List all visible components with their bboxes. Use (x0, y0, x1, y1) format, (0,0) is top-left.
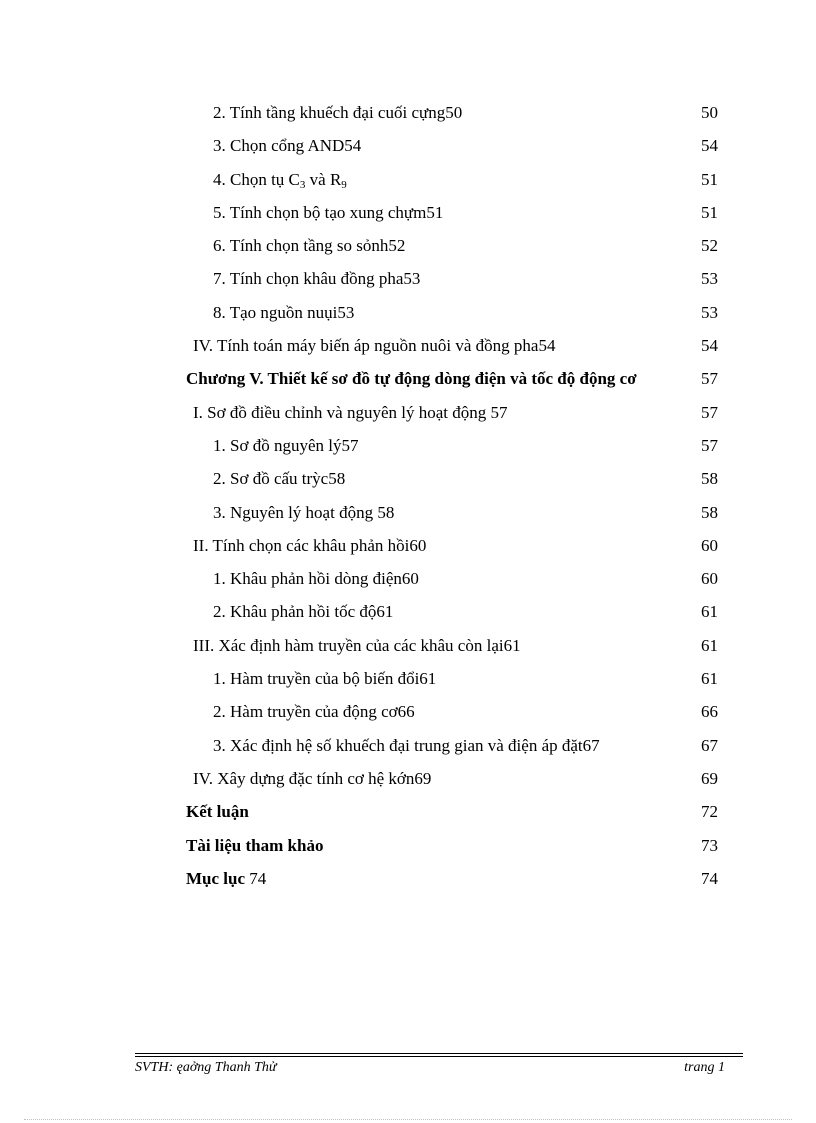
toc-entry-page: 66 (701, 702, 718, 722)
toc-chapter[interactable] (0, 829, 816, 862)
toc-entry[interactable] (0, 662, 816, 695)
label-text: và R (305, 169, 342, 189)
toc-entry-page: 58 (701, 502, 718, 522)
toc-entry-label: 2. Khâu phản hồi tốc độ61 (213, 602, 394, 622)
toc-entry-page: 73 (701, 835, 718, 855)
toc-entry-page: 69 (701, 768, 718, 788)
toc-chapter[interactable] (0, 362, 816, 395)
toc-entry[interactable] (0, 695, 816, 728)
subscript: 9 (341, 178, 347, 191)
toc-entry-page: 67 (701, 735, 718, 755)
toc-entry-page: 60 (701, 569, 718, 589)
toc-entry[interactable] (0, 462, 816, 495)
toc-entry-page: 61 (701, 602, 718, 622)
toc-entry-page: 52 (701, 236, 718, 256)
toc-entry-page: 50 (701, 103, 718, 122)
toc-entry-page: 57 (701, 369, 718, 389)
toc-entry-page: 53 (701, 269, 718, 289)
toc-chapter[interactable] (0, 795, 816, 828)
toc-entry-page: 61 (701, 635, 718, 655)
toc-entry[interactable] (0, 729, 816, 762)
toc-entry-label: 7. Tính chọn khâu đồng pha53 (213, 269, 421, 289)
toc-entry-page: 60 (701, 535, 718, 555)
toc-entry-label: II. Tính chọn các khâu phản hồi60 (193, 535, 427, 555)
toc-entry-label: 3. Xác định hệ số khuếch đại trung gian và điện áp đặt67 (213, 735, 600, 755)
toc-chapter[interactable] (0, 862, 816, 895)
toc-entry-label: 1. Hàm truyền của bộ biến đổi61 (213, 669, 437, 689)
toc-entry[interactable] (0, 562, 816, 595)
toc-entry-label: 1. Sơ đồ nguyên lý57 (213, 435, 359, 455)
toc-entry[interactable] (0, 96, 816, 129)
toc-entry-label: Tài liệu tham khảo (186, 835, 324, 855)
footer-page-number: trang 1 (684, 1060, 725, 1075)
toc-entry-page: 57 (701, 435, 718, 455)
toc-entry-label: 2. Sơ đồ cấu trỳc58 (213, 469, 346, 489)
toc-entry-page: 57 (701, 402, 718, 422)
toc-entry-page: 58 (701, 469, 718, 489)
toc-entry-page: 74 (701, 868, 718, 888)
toc-entry-page: 61 (701, 669, 718, 689)
toc-entry-page: 51 (701, 202, 718, 222)
toc-section[interactable] (0, 629, 816, 662)
toc-entry[interactable] (0, 296, 816, 329)
toc-entry-label (186, 862, 266, 895)
label-text: 4. Chọn tụ C (213, 169, 300, 189)
toc-section[interactable] (0, 329, 816, 362)
toc-entry-label: 1. Khâu phản hồi dòng điện60 (213, 569, 419, 589)
toc-entry-label: 8. Tạo nguồn nuụi53 (213, 302, 355, 322)
toc-entry-label: III. Xác định hàm truyền của các khâu còn lại61 (193, 635, 521, 655)
toc-entry-page: 51 (701, 169, 718, 189)
toc-entry[interactable] (0, 129, 816, 162)
toc-entry-page: 72 (701, 802, 718, 822)
label-text: Mục lục (186, 868, 246, 888)
toc-entry[interactable] (0, 229, 816, 262)
toc-entry-label: 2. Hàm truyền của động cơ66 (213, 702, 415, 722)
toc-entry-page: 54 (701, 336, 718, 356)
toc-section[interactable] (0, 529, 816, 562)
toc-entry-label: Chương V. Thiết kế sơ đồ tự động dòng điện và tốc độ động cơ (186, 369, 637, 389)
toc-entry-label: 2. Tính tầng khuếch đại cuối cựng50 (213, 103, 463, 122)
toc-entry-label: 3. Chọn cổng AND54 (213, 136, 362, 156)
toc-entry-label: IV. Tính toán máy biến áp nguồn nuôi và đồng pha54 (193, 336, 556, 356)
toc-entry-page: 53 (701, 302, 718, 322)
toc-entry-label (213, 163, 347, 196)
toc-section[interactable] (0, 762, 816, 795)
toc-entry-label: 5. Tính chọn bộ tạo xung chựm51 (213, 202, 444, 222)
toc-entry-page: 54 (701, 136, 718, 156)
toc-entry-label: 6. Tính chọn tầng so sỏnh52 (213, 236, 406, 256)
toc-entry-label: IV. Xây dựng đặc tính cơ hệ kớn69 (193, 768, 432, 788)
page-footer (135, 1053, 743, 1079)
toc-section[interactable] (0, 396, 816, 429)
toc-entry[interactable] (0, 262, 816, 295)
footer-rule (135, 1053, 743, 1054)
label-text: 74 (245, 868, 267, 888)
toc-entry-label: I. Sơ đồ điều chỉnh và nguyên lý hoạt động 57 (193, 402, 508, 422)
toc-entry[interactable] (0, 196, 816, 229)
subscript: 3 (299, 178, 306, 191)
table-of-contents (0, 96, 816, 895)
page-edge-divider (24, 1119, 792, 1120)
toc-entry-label: Kết luận (186, 802, 249, 822)
toc-entry[interactable] (0, 163, 816, 196)
toc-entry[interactable] (0, 429, 816, 462)
toc-entry-label: 3. Nguyên lý hoạt động 58 (213, 502, 395, 522)
toc-entry[interactable] (0, 595, 816, 628)
toc-entry[interactable] (0, 496, 816, 529)
footer-author: SVTH: ęaởng Thanh Thử (135, 1060, 277, 1075)
